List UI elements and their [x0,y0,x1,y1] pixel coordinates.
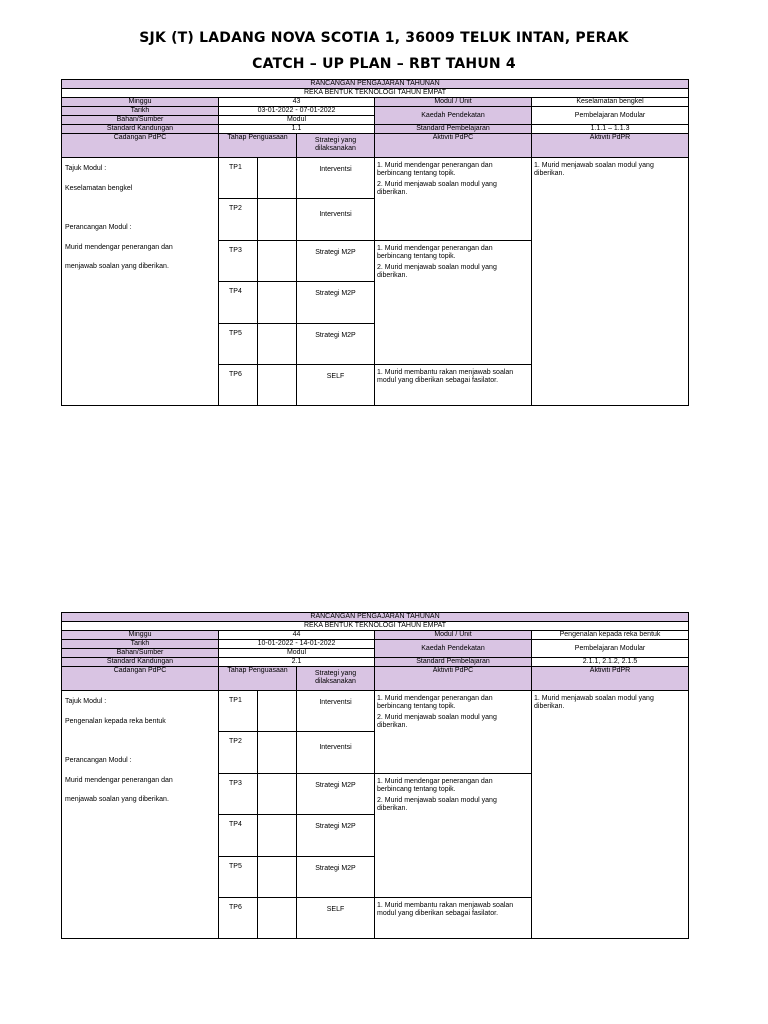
perancangan-line-1: Murid mendengar penerangan dan [65,776,173,784]
tajuk-modul-label: Tajuk Modul : [65,698,107,705]
tp-label: TP5 [219,857,258,898]
tp-mark [258,282,297,324]
lesson-plan-table-1 [61,79,689,406]
tp-mark [258,241,297,282]
tahap-header: Tahap Penguasaan [219,134,297,158]
minggu-value: 44 [219,631,375,640]
strategi-header: Strategi yang dilaksanakan [297,134,375,158]
strategi-value: Interventsi [297,732,375,774]
kaedah-label: Kaedah Pendekatan [375,640,532,658]
aktiviti-item: 2. Murid menjawab soalan modul yang diberikan. [377,181,497,196]
sp-value: 1.1.1 – 1.1.3 [532,125,689,134]
strategi-value: Strategi M2P [297,774,375,815]
tp-mark [258,774,297,815]
aktiviti-item: 1. Murid mendengar penerangan dan berbincang tentang topik. [377,162,493,177]
tp-label: TP6 [219,898,258,939]
tarikh-value: 03-01-2022 - 07-01-2022 [219,107,375,116]
tp-label: TP1 [219,158,258,199]
tp-label: TP1 [219,691,258,732]
subject-title: REKA BENTUK TEKNOLOGI TAHUN EMPAT [62,89,689,98]
tp-mark [258,691,297,732]
perancangan-modul-label: Perancangan Modul : [65,224,132,231]
tp-label: TP3 [219,241,258,282]
tp-label: TP6 [219,365,258,406]
tajuk-modul-label: Tajuk Modul : [65,165,107,172]
modul-unit-label: Modul / Unit [375,631,532,640]
tarikh-value: 10-01-2022 - 14-01-2022 [219,640,375,649]
minggu-label: Minggu [62,98,219,107]
tarikh-label: Tarikh [62,640,219,649]
sp-value: 2.1.1, 2.1.2, 2.1.5 [532,658,689,667]
tp-mark [258,199,297,241]
strategi-value: Interventsi [297,199,375,241]
tp-mark [258,857,297,898]
aktiviti-item: 1. Murid membantu rakan menjawab soalan modul yang diberikan sebagai fasilator. [377,369,514,384]
perancangan-line-1: Murid mendengar penerangan dan [65,243,173,251]
strategi-value: Interventsi [297,158,375,199]
strategi-value: SELF [297,365,375,406]
aktiviti-pdpr-cell [532,158,689,406]
tahap-header: Tahap Penguasaan [219,667,297,691]
tp-mark [258,365,297,406]
aktiviti-pdpc-header: Aktiviti PdPC [375,667,532,691]
sp-label: Standard Pembelajaran [375,658,532,667]
pdpr-item: 1. Murid menjawab soalan modul yang diberikan. [534,162,654,177]
modul-unit-value: Keselamatan bengkel [532,98,689,107]
aktiviti-item: 2. Murid menjawab soalan modul yang diberikan. [377,797,497,812]
sk-value: 1.1 [219,125,375,134]
rpt-title: RANCANGAN PENGAJARAN TAHUNAN [62,80,689,89]
kaedah-value: Pembelajaran Modular [532,107,689,125]
perancangan-line-2: menjawab soalan yang diberikan. [65,263,169,270]
cadangan-cell [62,691,219,939]
sp-label: Standard Pembelajaran [375,125,532,134]
aktiviti-item: 1. Murid mendengar penerangan dan berbincang tentang topik. [377,778,493,793]
aktiviti-item: 2. Murid menjawab soalan modul yang diberikan. [377,714,497,729]
bahan-label: Bahan/Sumber [62,116,219,125]
subject-title: REKA BENTUK TEKNOLOGI TAHUN EMPAT [62,622,689,631]
sk-label: Standard Kandungan [62,658,219,667]
sk-value: 2.1 [219,658,375,667]
plan-title: CATCH – UP PLAN – RBT TAHUN 4 [252,56,516,72]
sk-label: Standard Kandungan [62,125,219,134]
modul-unit-label: Modul / Unit [375,98,532,107]
school-title: SJK (T) LADANG NOVA SCOTIA 1, 36009 TELUK INTAN, PERAK [139,30,629,46]
tp-mark [258,898,297,939]
aktiviti-pdpc-block-b [375,774,532,898]
bahan-label: Bahan/Sumber [62,649,219,658]
tp-label: TP2 [219,732,258,774]
perancangan-modul-label: Perancangan Modul : [65,757,132,764]
tajuk-modul-value: Keselamatan bengkel [65,184,133,192]
aktiviti-pdpr-cell [532,691,689,939]
aktiviti-pdpc-header: Aktiviti PdPC [375,134,532,158]
cadangan-cell [62,158,219,406]
tp-mark [258,324,297,365]
aktiviti-pdpc-block-a [375,158,532,241]
tp-label: TP2 [219,199,258,241]
tp-mark [258,732,297,774]
lesson-plan-table-2 [61,612,689,939]
cadangan-header: Cadangan PdPC [62,667,219,691]
strategi-value: Strategi M2P [297,815,375,857]
aktiviti-item: 1. Murid membantu rakan menjawab soalan modul yang diberikan sebagai fasilator. [377,902,514,917]
aktiviti-pdpc-block-b [375,241,532,365]
strategi-value: SELF [297,898,375,939]
aktiviti-item: 2. Murid menjawab soalan modul yang diberikan. [377,264,497,279]
strategi-header: Strategi yang dilaksanakan [297,667,375,691]
tp-label: TP5 [219,324,258,365]
bahan-value: Modul [219,649,375,658]
tajuk-modul-value: Pengenalan kepada reka bentuk [65,717,166,725]
tp-label: TP3 [219,774,258,815]
strategi-value: Strategi M2P [297,241,375,282]
strategi-value: Strategi M2P [297,324,375,365]
minggu-label: Minggu [62,631,219,640]
bahan-value: Modul [219,116,375,125]
strategi-value: Interventsi [297,691,375,732]
aktiviti-pdpc-block-c [375,365,532,406]
tp-mark [258,158,297,199]
cadangan-header: Cadangan PdPC [62,134,219,158]
strategi-value: Strategi M2P [297,857,375,898]
modul-unit-value: Pengenalan kepada reka bentuk [532,631,689,640]
aktiviti-pdpc-block-a [375,691,532,774]
aktiviti-item: 1. Murid mendengar penerangan dan berbincang tentang topik. [377,245,493,260]
kaedah-label: Kaedah Pendekatan [375,107,532,125]
tarikh-label: Tarikh [62,107,219,116]
pdpr-item: 1. Murid menjawab soalan modul yang diberikan. [534,695,654,710]
tp-label: TP4 [219,815,258,857]
kaedah-value: Pembelajaran Modular [532,640,689,658]
tp-mark [258,815,297,857]
aktiviti-pdpr-header: Aktiviti PdPR [532,667,689,691]
aktiviti-item: 1. Murid mendengar penerangan dan berbincang tentang topik. [377,695,493,710]
aktiviti-pdpr-header: Aktiviti PdPR [532,134,689,158]
perancangan-line-2: menjawab soalan yang diberikan. [65,796,169,803]
aktiviti-pdpc-block-c [375,898,532,939]
strategi-value: Strategi M2P [297,282,375,324]
minggu-value: 43 [219,98,375,107]
rpt-title: RANCANGAN PENGAJARAN TAHUNAN [62,613,689,622]
tp-label: TP4 [219,282,258,324]
